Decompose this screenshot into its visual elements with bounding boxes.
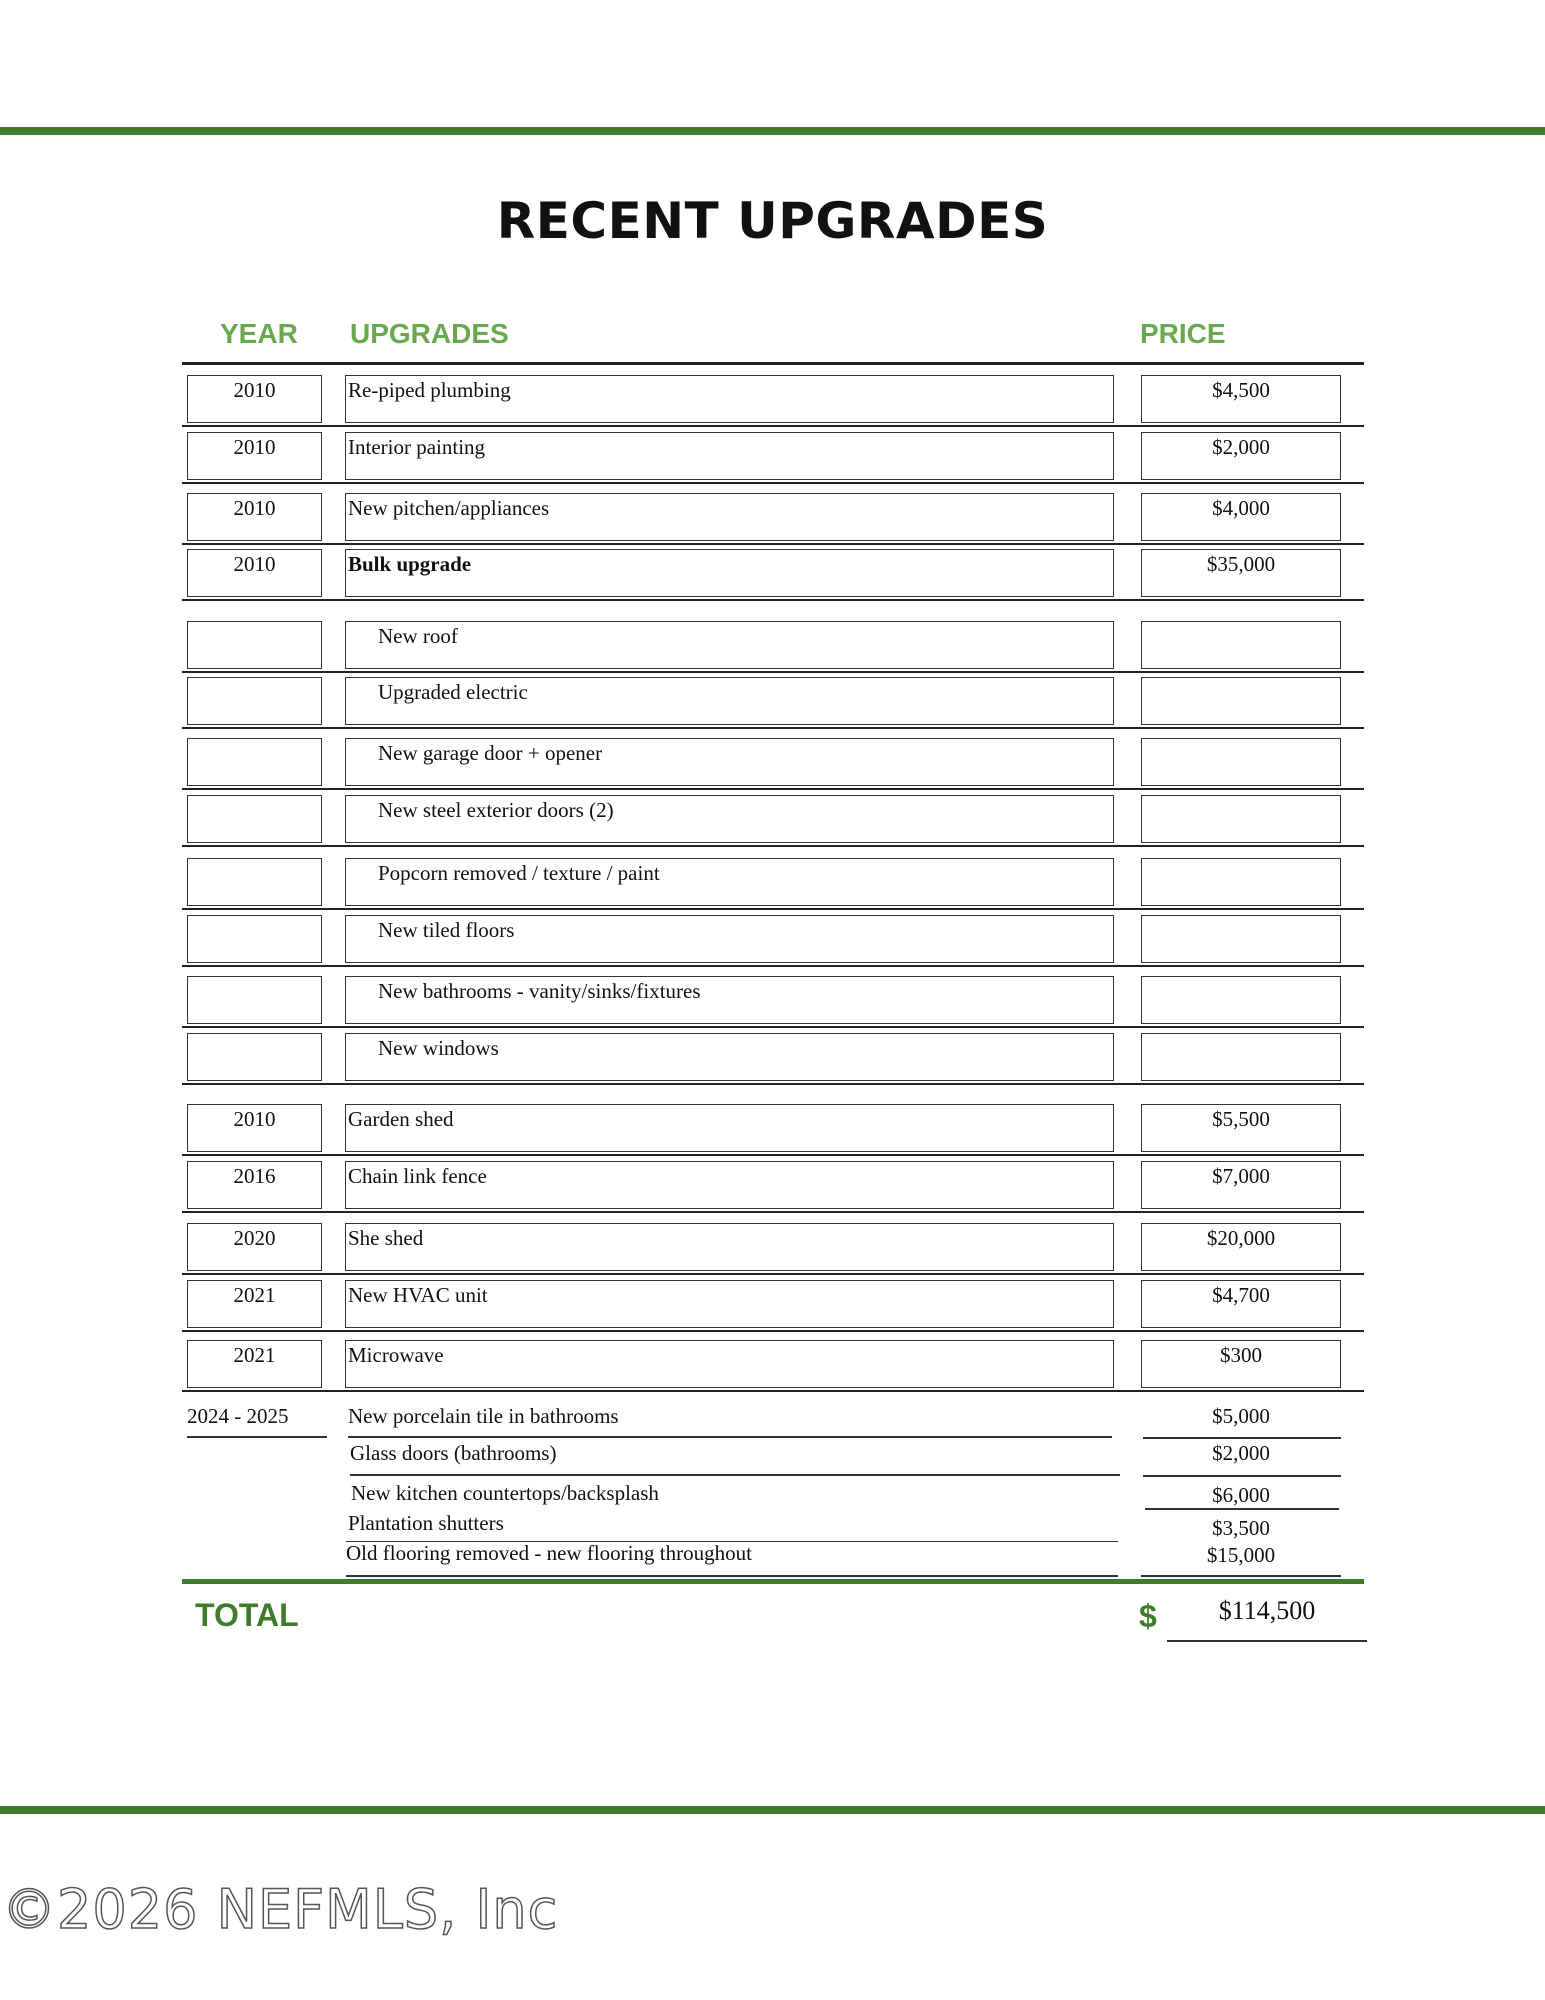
year-cell: 2021 xyxy=(187,1280,322,1328)
year-column-header: YEAR xyxy=(220,318,298,349)
upgrade-cell: New roof xyxy=(345,621,1114,669)
upgrade-cell: Garden shed xyxy=(345,1104,1114,1152)
upgrade-cell: New steel exterior doors (2) xyxy=(345,795,1114,843)
recent-item-underline xyxy=(346,1575,1118,1577)
price-cell: $35,000 xyxy=(1141,549,1341,597)
table-row xyxy=(182,365,1364,425)
price-cell: $4,500 xyxy=(1141,375,1341,423)
recent-item: New porcelain tile in bathrooms xyxy=(348,1404,619,1428)
recent-item: Plantation shutters xyxy=(348,1511,504,1535)
table-row xyxy=(182,483,1364,543)
price-cell: $5,500 xyxy=(1141,1104,1341,1152)
year-cell: 2021 xyxy=(187,1340,322,1388)
table-row xyxy=(182,1023,1364,1083)
upgrade-cell: Chain link fence xyxy=(345,1161,1114,1209)
price-cell xyxy=(1141,976,1341,1024)
total-underline xyxy=(1167,1640,1367,1642)
recent-item-price: $15,000 xyxy=(1206,1543,1276,1567)
year-cell xyxy=(187,915,322,963)
upgrade-cell: New windows xyxy=(345,1033,1114,1081)
year-cell xyxy=(187,738,322,786)
table-row xyxy=(182,966,1364,1026)
upgrade-cell: New pitchen/appliances xyxy=(345,493,1114,541)
upgrade-cell: New bathrooms - vanity/sinks/fixtures xyxy=(345,976,1114,1024)
recent-item: Glass doors (bathrooms) xyxy=(350,1441,557,1465)
price-cell xyxy=(1141,677,1341,725)
upgrade-cell: She shed xyxy=(345,1223,1114,1271)
table-row xyxy=(182,667,1364,727)
table-row xyxy=(182,1270,1364,1330)
row-divider xyxy=(182,845,1364,847)
recent-year-underline xyxy=(187,1436,327,1438)
year-cell: 2010 xyxy=(187,1104,322,1152)
copyright-notice: ©2026 NEFMLS, Inc xyxy=(2,1878,559,1941)
year-cell xyxy=(187,1033,322,1081)
year-cell: 2010 xyxy=(187,493,322,541)
recent-year: 2024 - 2025 xyxy=(187,1404,289,1428)
table-row xyxy=(182,728,1364,788)
year-cell xyxy=(187,621,322,669)
table-row xyxy=(182,1330,1364,1390)
row-divider xyxy=(182,1083,1364,1085)
year-cell: 2010 xyxy=(187,432,322,480)
row-divider xyxy=(182,599,1364,601)
price-cell xyxy=(1141,915,1341,963)
price-cell xyxy=(1141,795,1341,843)
total-divider xyxy=(182,1579,1364,1584)
table-row xyxy=(182,1094,1364,1154)
upgrade-cell: Bulk upgrade xyxy=(345,549,1114,597)
price-cell xyxy=(1141,738,1341,786)
recent-item-underline xyxy=(350,1474,1120,1476)
price-cell: $20,000 xyxy=(1141,1223,1341,1271)
price-cell xyxy=(1141,1033,1341,1081)
total-value: $114,500 xyxy=(1218,1596,1316,1625)
year-cell xyxy=(187,677,322,725)
recent-item-price: $2,000 xyxy=(1212,1441,1270,1465)
top-rule xyxy=(0,127,1545,135)
price-cell: $300 xyxy=(1141,1340,1341,1388)
upgrade-cell: Upgraded electric xyxy=(345,677,1114,725)
upgrade-cell: Popcorn removed / texture / paint xyxy=(345,858,1114,906)
table-row xyxy=(182,539,1364,599)
price-cell: $2,000 xyxy=(1141,432,1341,480)
recent-price-underline xyxy=(1141,1575,1341,1577)
price-cell: $4,700 xyxy=(1141,1280,1341,1328)
price-cell xyxy=(1141,858,1341,906)
page-title: RECENT UPGRADES xyxy=(496,192,1049,250)
table-row xyxy=(182,848,1364,908)
price-cell: $4,000 xyxy=(1141,493,1341,541)
recent-item-price: $5,000 xyxy=(1212,1404,1270,1428)
year-cell xyxy=(187,795,322,843)
upgrades-column-header: UPGRADES xyxy=(350,318,509,349)
price-column-header: PRICE xyxy=(1140,318,1226,349)
recent-price-underline xyxy=(1145,1508,1339,1510)
bottom-rule xyxy=(0,1806,1545,1814)
upgrade-cell: Microwave xyxy=(345,1340,1114,1388)
recent-item-price: $3,500 xyxy=(1212,1516,1270,1540)
year-cell xyxy=(187,976,322,1024)
recent-price-underline xyxy=(1143,1437,1341,1439)
recent-item-underline xyxy=(348,1436,1112,1438)
recent-item: New kitchen countertops/backsplash xyxy=(351,1481,659,1505)
year-cell: 2010 xyxy=(187,549,322,597)
year-cell: 2020 xyxy=(187,1223,322,1271)
recent-price-underline xyxy=(1143,1475,1341,1477)
total-label: TOTAL xyxy=(195,1597,299,1633)
table-row xyxy=(182,1151,1364,1211)
upgrade-cell: New garage door + opener xyxy=(345,738,1114,786)
year-cell: 2016 xyxy=(187,1161,322,1209)
upgrade-cell: New HVAC unit xyxy=(345,1280,1114,1328)
table-row xyxy=(182,611,1364,671)
table-row xyxy=(182,1213,1364,1273)
year-cell xyxy=(187,858,322,906)
price-cell: $7,000 xyxy=(1141,1161,1341,1209)
table-row xyxy=(182,785,1364,845)
recent-item: Old flooring removed - new flooring throughout xyxy=(346,1541,752,1565)
row-divider xyxy=(182,1390,1364,1392)
upgrade-cell: Interior painting xyxy=(345,432,1114,480)
price-cell xyxy=(1141,621,1341,669)
table-row xyxy=(182,422,1364,482)
upgrade-cell: Re-piped plumbing xyxy=(345,375,1114,423)
recent-item-price: $6,000 xyxy=(1212,1483,1270,1507)
table-row xyxy=(182,905,1364,965)
currency-symbol: $ xyxy=(1139,1598,1157,1634)
upgrade-cell: New tiled floors xyxy=(345,915,1114,963)
year-cell: 2010 xyxy=(187,375,322,423)
